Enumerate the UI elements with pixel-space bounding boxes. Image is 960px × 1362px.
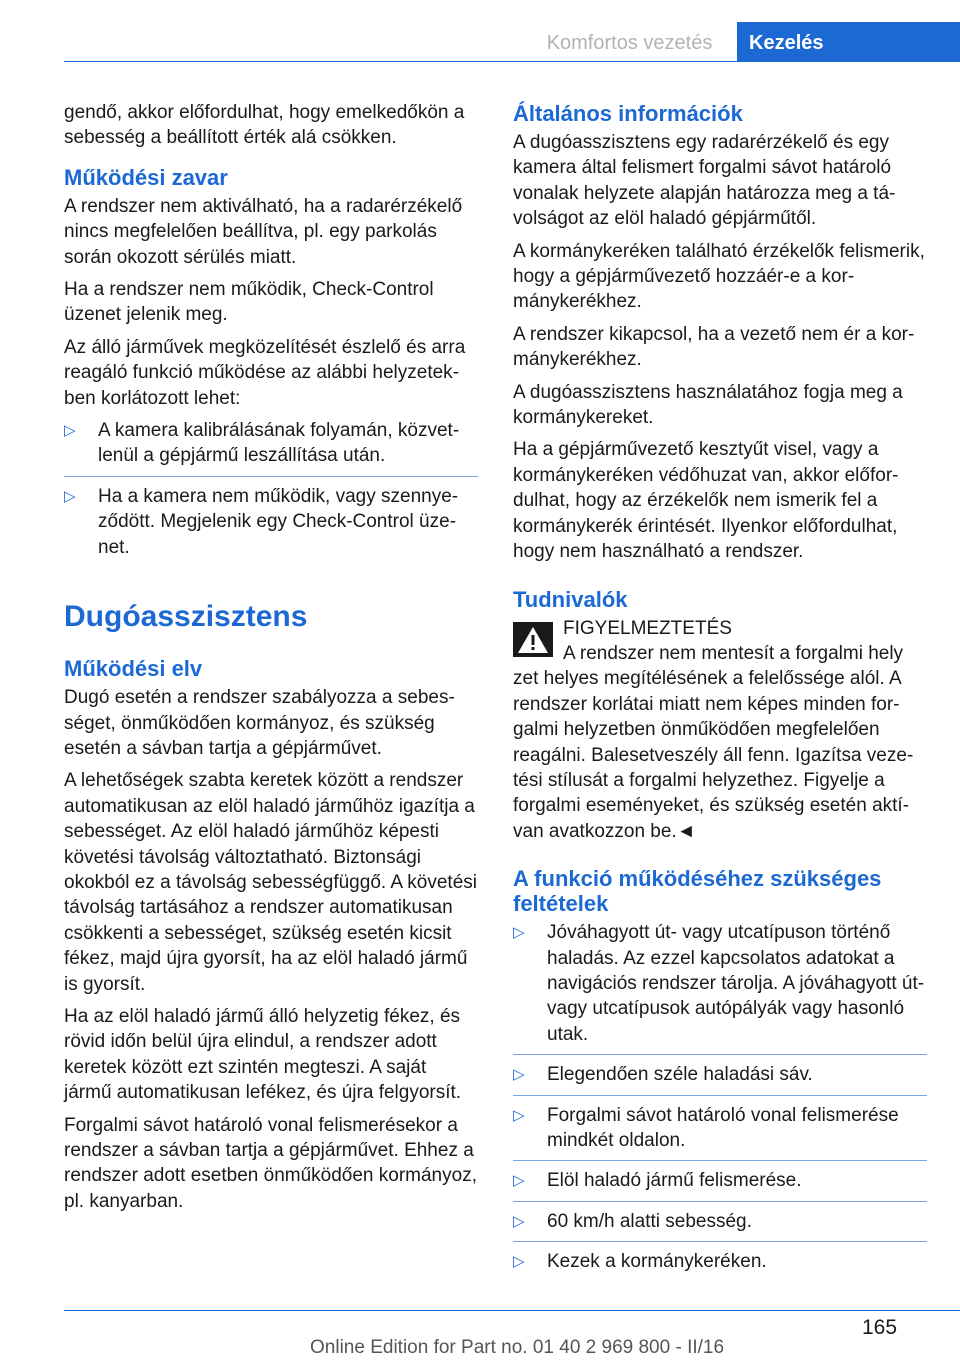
warning-icon <box>513 622 553 657</box>
paragraph: Az álló járművek megközelítését észlelő és arra reagáló funkció működése az alábbi helyzetekben korlátozott lehet: <box>64 336 466 409</box>
footer-divider <box>64 1310 960 1311</box>
list-item <box>513 1209 927 1234</box>
triangle-bullet-icon: ▷ <box>513 1212 525 1230</box>
warning-text: A rendszer nem mentesít a forgalmi hely <box>563 642 904 664</box>
heading-traffic-jam-assistant: Dugóasszisztens <box>64 600 308 634</box>
conditions-list <box>513 920 927 1274</box>
list-item-text: Elöl haladó jármű felismerése. <box>547 1170 802 1192</box>
list-item <box>513 1249 927 1274</box>
paragraph: Forgalmi sávot határoló vonal felismerésekor a rendszer a sávban tartja a gépjárművet. Ehhez a rendszer adott esetben önműködően kormányoz, pl. kanyarban. <box>64 1114 477 1212</box>
heading-general-info: Általános információk <box>513 101 743 126</box>
paragraph: Ha a rendszer nem működik, Check-Control üzenet jelenik meg. <box>64 279 434 326</box>
paragraph: A dugóasszisztens egy radarérzékelő és egy kamera által felismert forgalmi sávot határoló vonalak helyzete alapján határozza meg a távolságot az elöl haladó gépjárműtől. <box>513 132 896 230</box>
paragraph: A lehetőségek szabta keretek között a rendszer automatikusan az elöl haladó járműhöz igazítja a sebességet. Az elöl haladó járműhöz képesti követési távolság változtatható. Biztonsági okokból ez a távolság sebességfüggő. A követési távolság tartásához a rendszer automatikusan csökkenti a sebességet, szükség esetén kicsit fékez, majd újra gyorsít, ha az elöl haladó jármű is gyorsít. <box>64 770 477 995</box>
triangle-bullet-icon: ▷ <box>64 422 76 440</box>
list-item <box>513 1103 927 1154</box>
list-item-text: A kamera kalibrálásának folyamán, közvetlenül a gépjármű leszállítása után. <box>98 420 460 467</box>
paragraph: Ha a gépjárművezető kesztyűt visel, vagy a kormánykeréken védőhuzat van, akkor előfordulhat, hogy az érzékelők nem ismerik fel a kormánykerék érintését. Ilyenkor előfordulhat, hogy nem használható a rendszer. <box>513 439 899 563</box>
paragraph: A rendszer kikapcsol, ha a vezető nem ér a kormánykerékhez. <box>513 323 915 371</box>
right-column <box>513 101 927 1282</box>
paragraph: A kormánykeréken található érzékelők felismerik, hogy a gépjárművezető hozzáér-e a kormánykerékhez. <box>513 240 925 313</box>
edition-note: Online Edition for Part no. 01 40 2 969 800 - II/16 <box>310 1337 725 1358</box>
heading-notes: Tudnivalók <box>513 586 628 612</box>
list-divider <box>513 1095 927 1096</box>
warning-text: zet helyes megítélésének a felelőssége alól. A rendszer korlátai miatt nem képes minden forgalmi helyzetben önműködően megfelelően reagálni. Balesetveszély áll fenn. Igazítsa vezetési stílusát a forgalmi helyzethez. Figyelje a forgalmi eseményeket, és szükség esetén aktívan avatkozzon be.◄ <box>513 668 914 842</box>
left-column <box>64 100 478 1221</box>
page-header <box>0 0 960 62</box>
heading-principle: Működési elv <box>64 656 203 682</box>
list-divider <box>64 476 478 477</box>
paragraph: A rendszer nem aktiválható, ha a radarérzékelő nincs megfelelően beállítva, pl. egy parkolás során okozott sérülés miatt. <box>64 195 463 268</box>
paragraph: A dugóasszisztens használatához fogja meg a kormánykereket. <box>513 381 903 429</box>
list-divider <box>513 1241 927 1242</box>
page-number: 165 <box>862 1316 898 1339</box>
paragraph: Ha az elöl haladó jármű álló helyzetig fékez, és rövid időn belül újra elindul, a rendszer adott keretek között ezt szintén megteszi. A saját jármű automatikusan lefékez, és újra felgyorsít. <box>64 1005 462 1104</box>
list-item <box>64 418 478 469</box>
triangle-bullet-icon: ▷ <box>513 924 525 942</box>
list-item-text: Ha a kamera nem működik, vagy szennyeződött. Megjelenik egy Check-Control üzenet. <box>98 485 459 558</box>
list-item <box>64 484 478 560</box>
list-item <box>513 1168 927 1193</box>
triangle-bullet-icon: ▷ <box>513 1066 525 1084</box>
triangle-bullet-icon: ▷ <box>64 487 76 505</box>
limitation-list <box>64 418 478 560</box>
list-item-text: Kezek a kormánykeréken. <box>547 1251 767 1273</box>
warning-title: FIGYELMEZTETÉS <box>563 617 732 639</box>
list-divider <box>513 1054 927 1055</box>
list-divider <box>513 1160 927 1161</box>
list-item-text: 60 km/h alatti sebesség. <box>547 1210 752 1232</box>
list-divider <box>513 1201 927 1202</box>
section-tab: Komfortos vezetés <box>546 32 713 54</box>
list-item-text: Elegendően széle haladási sáv. <box>547 1064 813 1086</box>
heading-conditions: A funkció működéséhez szükséges feltételek <box>513 866 882 917</box>
list-item <box>513 920 927 1047</box>
header-divider <box>64 61 960 62</box>
warning-box <box>513 616 927 845</box>
triangle-bullet-icon: ▷ <box>513 1172 525 1190</box>
triangle-bullet-icon: ▷ <box>513 1253 525 1271</box>
heading-malfunction: Működési zavar <box>64 164 228 190</box>
list-item-text: Forgalmi sávot határoló vonal felismerése mindkét oldalon. <box>547 1104 899 1151</box>
triangle-bullet-icon: ▷ <box>513 1106 525 1124</box>
list-item-text: Jóváhagyott út- vagy utcatípuson történő haladás. Az ezzel kapcsolatos adatokat a navigációs rendszer tárolja. A jóváhagyott út- vagy utcatípusok autópályák vagy hasonló utak. <box>547 922 925 1045</box>
paragraph: Dugó esetén a rendszer szabályozza a sebességet, önműködően kormányoz, és szükség esetén a sávban tartja a gépjárművet. <box>64 687 455 759</box>
paragraph: gendő, akkor előfordulhat, hogy emelkedőkön a sebesség a beállított érték alá csökken. <box>64 102 465 149</box>
chapter-tab: Kezelés <box>737 22 960 62</box>
list-item <box>513 1062 927 1087</box>
